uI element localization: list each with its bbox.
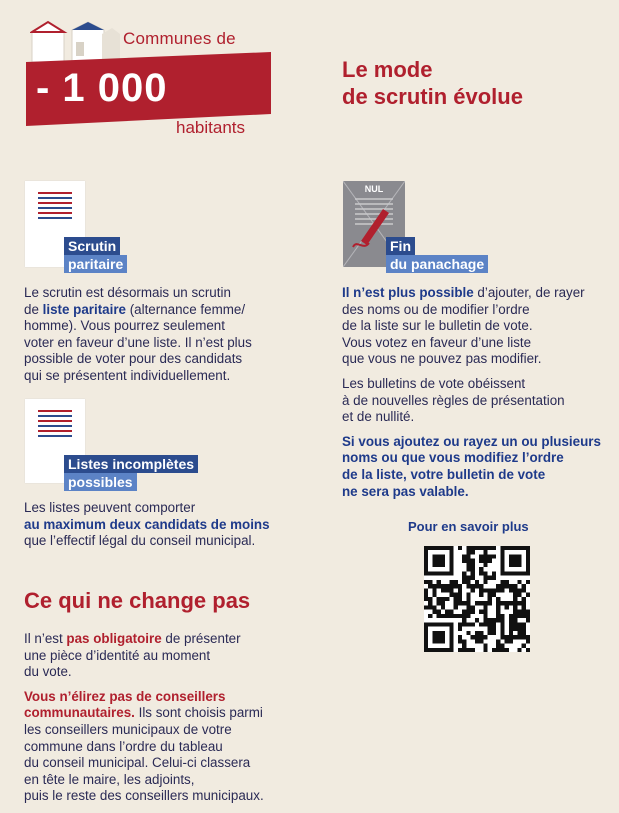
habitants-label: habitants	[176, 118, 245, 137]
population-threshold: - 1 000	[36, 66, 168, 110]
nul-label: NUL	[364, 184, 384, 194]
qr-code[interactable]	[424, 546, 530, 652]
scrutin-paritaire-label: Scrutin paritaire	[64, 237, 127, 273]
scrutin-paritaire-text: Le scrutin est désormais un scrutin de liste paritaire (alternance femme/ homme). Vous pourrez seulement voter en faveur d’une liste. Il n’est plus possible de voter pour des candidats qui se présentent individuellement.	[24, 285, 252, 383]
qr-title: Pour en savoir plus	[408, 519, 529, 534]
listes-incompletes-text: Les listes peuvent comporter au maximum deux candidats de moins que l’effectif légal du conseil municipal.	[24, 500, 270, 549]
page-title: Le mode de scrutin évolue	[342, 57, 523, 109]
section-title: Ce qui ne change pas	[24, 588, 251, 613]
fin-panachage-text: Il n’est plus possible d’ajouter, de rayer des noms ou de modifier l’ordre de la liste sur le bulletin de vote. Vous votez en faveur d’une liste que vous ne pouvez pas modifier. Les bulletins de vote obéissent à de nouvelles règles de présentation et de nullité. Si vous ajoutez ou rayez un ou plusieurs noms ou que vous modifiez l’ordre de la liste, votre bulletin de vote ne sera pas valable.	[342, 285, 601, 499]
unchanged-text: Il n’est pas obligatoire de présenter une pièce d’identité au moment du vote. Vous n’élirez pas de conseillers communautaires. Ils sont choisis parmi les conseillers municipaux de votre commune dans l’ordre du tableau du conseil municipal. Celui-ci classera en tête le maire, les adjoints, puis le reste des conseillers municipaux.	[24, 631, 264, 804]
fin-panachage-label: Fin du panachage	[386, 237, 488, 273]
listes-incompletes-label: Listes incomplètes possibles	[64, 455, 198, 491]
communes-label: Communes de	[123, 29, 236, 48]
